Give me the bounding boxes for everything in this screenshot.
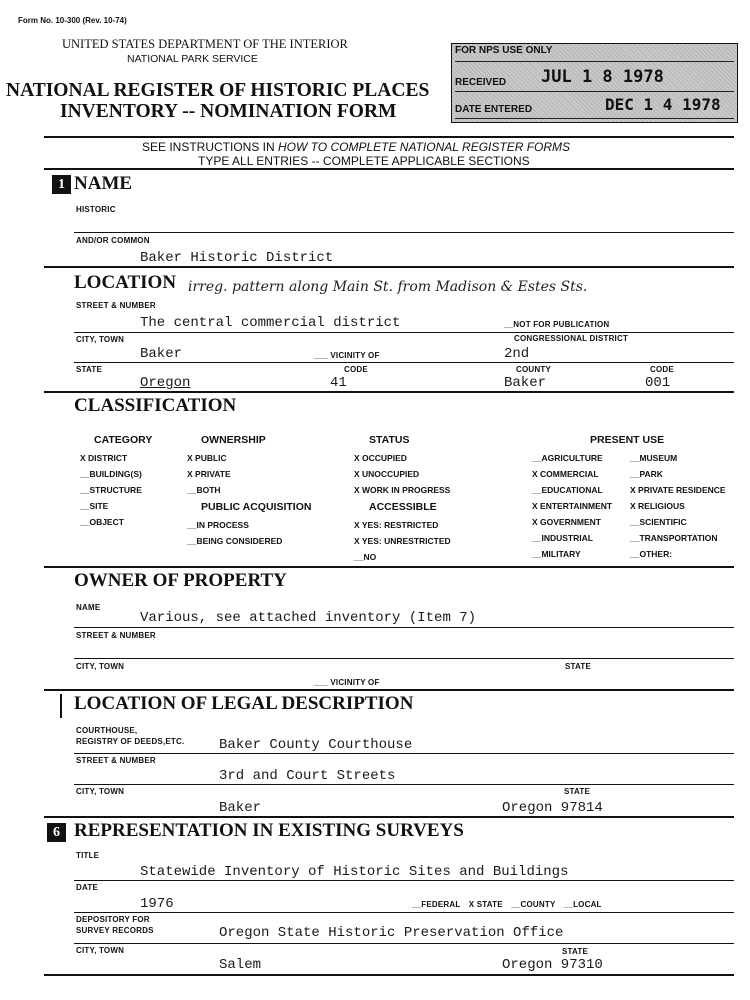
state-label: STATE bbox=[76, 365, 103, 374]
survey-date-label: DATE bbox=[76, 883, 98, 892]
legal-street-label: STREET & NUMBER bbox=[76, 756, 156, 765]
congressional-district-value: 2nd bbox=[504, 346, 530, 362]
classification-section-rule bbox=[44, 566, 734, 568]
historic-rule bbox=[74, 232, 734, 233]
local-option: __LOCAL bbox=[563, 900, 602, 909]
present-use-right-column bbox=[630, 450, 726, 562]
status-header: STATUS bbox=[369, 434, 410, 446]
accessible-header: ACCESSIBLE bbox=[369, 501, 437, 513]
present-use-option: X PRIVATE RESIDENCE bbox=[630, 485, 726, 495]
ownership-option: X PRIVATE bbox=[187, 469, 231, 479]
header-rule bbox=[44, 136, 734, 138]
date-entered-label: DATE ENTERED bbox=[455, 104, 533, 115]
not-for-publication: __NOT FOR PUBLICATION bbox=[504, 320, 610, 329]
present-use-left-column bbox=[532, 450, 612, 562]
section-title-classification: CLASSIFICATION bbox=[74, 395, 237, 416]
county-code-label: CODE bbox=[650, 365, 674, 374]
department-name: UNITED STATES DEPARTMENT OF THE INTERIOR bbox=[62, 37, 348, 51]
owner-name-label: NAME bbox=[76, 603, 101, 612]
courthouse-value: Baker County Courthouse bbox=[219, 737, 413, 753]
status-option: X UNOCCUPIED bbox=[354, 469, 420, 479]
city-rule bbox=[74, 362, 734, 363]
owner-name-value: Various, see attached inventory (Item 7) bbox=[140, 610, 477, 626]
acquisition-option: __BEING CONSIDERED bbox=[187, 536, 283, 546]
section-title-name: NAME bbox=[74, 173, 133, 194]
category-option: __OBJECT bbox=[80, 517, 124, 527]
depository-label-2: SURVEY RECORDS bbox=[76, 926, 154, 935]
ownership-header: OWNERSHIP bbox=[201, 434, 266, 446]
city-town-label: CITY, TOWN bbox=[76, 335, 125, 344]
survey-city-label: CITY, TOWN bbox=[76, 946, 125, 955]
legal-city-label: CITY, TOWN bbox=[76, 787, 125, 796]
present-use-option: __OTHER: bbox=[630, 549, 673, 559]
owner-state-label: STATE bbox=[565, 662, 592, 671]
street-value: The central commercial district bbox=[140, 315, 401, 331]
county-value: Baker bbox=[504, 375, 547, 391]
present-use-option: __MILITARY bbox=[532, 549, 581, 559]
historic-label: HISTORIC bbox=[76, 205, 116, 214]
legal-section-rule bbox=[44, 816, 734, 818]
federal-option: __FEDERAL bbox=[412, 900, 461, 909]
congressional-district-label: CONGRESSIONAL DISTRICT bbox=[514, 334, 629, 343]
present-use-option: __AGRICULTURE bbox=[532, 453, 603, 463]
form-number: Form No. 10-300 (Rev. 10-74) bbox=[18, 16, 127, 25]
present-use-header: PRESENT USE bbox=[590, 434, 665, 446]
legal-street-value: 3rd and Court Streets bbox=[219, 768, 396, 784]
owner-name-rule bbox=[74, 627, 734, 628]
owner-street-rule bbox=[74, 658, 734, 659]
present-use-option: __PARK bbox=[630, 469, 663, 479]
common-label: AND/OR COMMON bbox=[76, 236, 150, 245]
status-column bbox=[354, 432, 451, 565]
section-title-surveys: REPRESENTATION IN EXISTING SURVEYS bbox=[74, 820, 464, 841]
date-entered-stamp: DEC 1 4 1978 bbox=[605, 95, 721, 114]
category-column bbox=[80, 432, 152, 530]
owner-section-rule bbox=[44, 689, 734, 691]
county-option: __COUNTY bbox=[511, 900, 556, 909]
accessible-option: __NO bbox=[354, 552, 377, 562]
survey-state-label: STATE bbox=[562, 947, 589, 956]
present-use-option: X COMMERCIAL bbox=[532, 469, 599, 479]
ownership-column bbox=[187, 432, 311, 549]
form-title-line1: NATIONAL REGISTER OF HISTORIC PLACES bbox=[6, 80, 430, 101]
present-use-header-wrap bbox=[590, 432, 664, 450]
depository-value: Oregon State Historic Preservation Office bbox=[219, 925, 564, 941]
handwritten-location-note: irreg. pattern along Main St. from Madison & Estes Sts. bbox=[188, 279, 588, 295]
legal-city-value: Baker bbox=[219, 800, 262, 816]
present-use-option: __TRANSPORTATION bbox=[630, 533, 718, 543]
category-option: __BUILDING(S) bbox=[80, 469, 142, 479]
courthouse-label-2: REGISTRY OF DEEDS,ETC. bbox=[76, 737, 185, 746]
state-value: Oregon bbox=[140, 375, 191, 391]
state-code-label: CODE bbox=[344, 365, 368, 374]
received-stamp: JUL 1 8 1978 bbox=[541, 67, 664, 87]
state-code-value: 41 bbox=[330, 375, 347, 391]
state-option: X STATE bbox=[468, 900, 503, 909]
present-use-option: X GOVERNMENT bbox=[532, 517, 601, 527]
courthouse-label-1: COURTHOUSE, bbox=[76, 726, 138, 735]
city-value: Baker bbox=[140, 346, 183, 362]
category-option: X DISTRICT bbox=[80, 453, 128, 463]
accessible-option: X YES: UNRESTRICTED bbox=[354, 536, 451, 546]
survey-title-value: Statewide Inventory of Historic Sites and Buildings bbox=[140, 864, 569, 880]
category-header: CATEGORY bbox=[94, 434, 153, 446]
public-acquisition-header: PUBLIC ACQUISITION bbox=[201, 501, 312, 513]
present-use-option: __SCIENTIFIC bbox=[630, 517, 687, 527]
legal-street-rule bbox=[74, 784, 734, 785]
present-use-option: __MUSEUM bbox=[630, 453, 678, 463]
margin-mark bbox=[60, 694, 62, 718]
status-option: X WORK IN PROGRESS bbox=[354, 485, 451, 495]
nps-use-box bbox=[451, 43, 738, 123]
street-number-label: STREET & NUMBER bbox=[76, 301, 156, 310]
legal-state-value: Oregon 97814 bbox=[502, 800, 603, 816]
present-use-option: __INDUSTRIAL bbox=[532, 533, 593, 543]
instructions-line2: TYPE ALL ENTRIES -- COMPLETE APPLICABLE SECTIONS bbox=[198, 154, 530, 168]
street-rule bbox=[74, 332, 734, 333]
owner-vicinity-label: ___ VICINITY OF bbox=[314, 678, 380, 687]
instructions-rule bbox=[44, 168, 734, 170]
survey-title-rule bbox=[74, 880, 734, 881]
survey-level-options bbox=[412, 900, 602, 909]
survey-date-value: 1976 bbox=[140, 896, 174, 912]
acquisition-option: __IN PROCESS bbox=[187, 520, 249, 530]
name-section-rule bbox=[44, 266, 734, 268]
depository-label-1: DEPOSITORY FOR bbox=[76, 915, 150, 924]
status-option: X OCCUPIED bbox=[354, 453, 407, 463]
survey-state-value: Oregon 97310 bbox=[502, 957, 603, 973]
survey-title-label: TITLE bbox=[76, 851, 100, 860]
present-use-option: __EDUCATIONAL bbox=[532, 485, 603, 495]
survey-city-value: Salem bbox=[219, 957, 262, 973]
section-title-location: LOCATION bbox=[74, 272, 177, 293]
ownership-option: X PUBLIC bbox=[187, 453, 227, 463]
survey-date-rule bbox=[74, 912, 734, 913]
location-section-rule bbox=[44, 391, 734, 393]
legal-state-label: STATE bbox=[564, 787, 591, 796]
section-title-owner: OWNER OF PROPERTY bbox=[74, 570, 287, 591]
section-title-legal: LOCATION OF LEGAL DESCRIPTION bbox=[74, 693, 414, 714]
nps-box-header: FOR NPS USE ONLY bbox=[455, 45, 553, 56]
instructions-line1: SEE INSTRUCTIONS IN HOW TO COMPLETE NATIONAL REGISTER FORMS bbox=[142, 140, 571, 154]
section-number-6: 6 bbox=[47, 823, 66, 842]
county-label: COUNTY bbox=[516, 365, 551, 374]
owner-street-label: STREET & NUMBER bbox=[76, 631, 156, 640]
service-name: NATIONAL PARK SERVICE bbox=[127, 53, 258, 65]
depository-rule bbox=[74, 943, 734, 944]
survey-section-rule bbox=[44, 974, 734, 976]
category-option: __SITE bbox=[80, 501, 109, 511]
vicinity-label: ___ VICINITY OF bbox=[314, 351, 380, 360]
section-number-1: 1 bbox=[52, 175, 71, 194]
present-use-option: X RELIGIOUS bbox=[630, 501, 685, 511]
owner-city-label: CITY, TOWN bbox=[76, 662, 125, 671]
ownership-option: __BOTH bbox=[187, 485, 221, 495]
form-title-line2: INVENTORY -- NOMINATION FORM bbox=[60, 101, 397, 122]
received-label: RECEIVED bbox=[455, 77, 507, 88]
county-code-value: 001 bbox=[645, 375, 671, 391]
common-name-value: Baker Historic District bbox=[140, 250, 334, 266]
accessible-option: X YES: RESTRICTED bbox=[354, 520, 439, 530]
courthouse-rule bbox=[74, 753, 734, 754]
category-option: __STRUCTURE bbox=[80, 485, 142, 495]
present-use-option: X ENTERTAINMENT bbox=[532, 501, 613, 511]
